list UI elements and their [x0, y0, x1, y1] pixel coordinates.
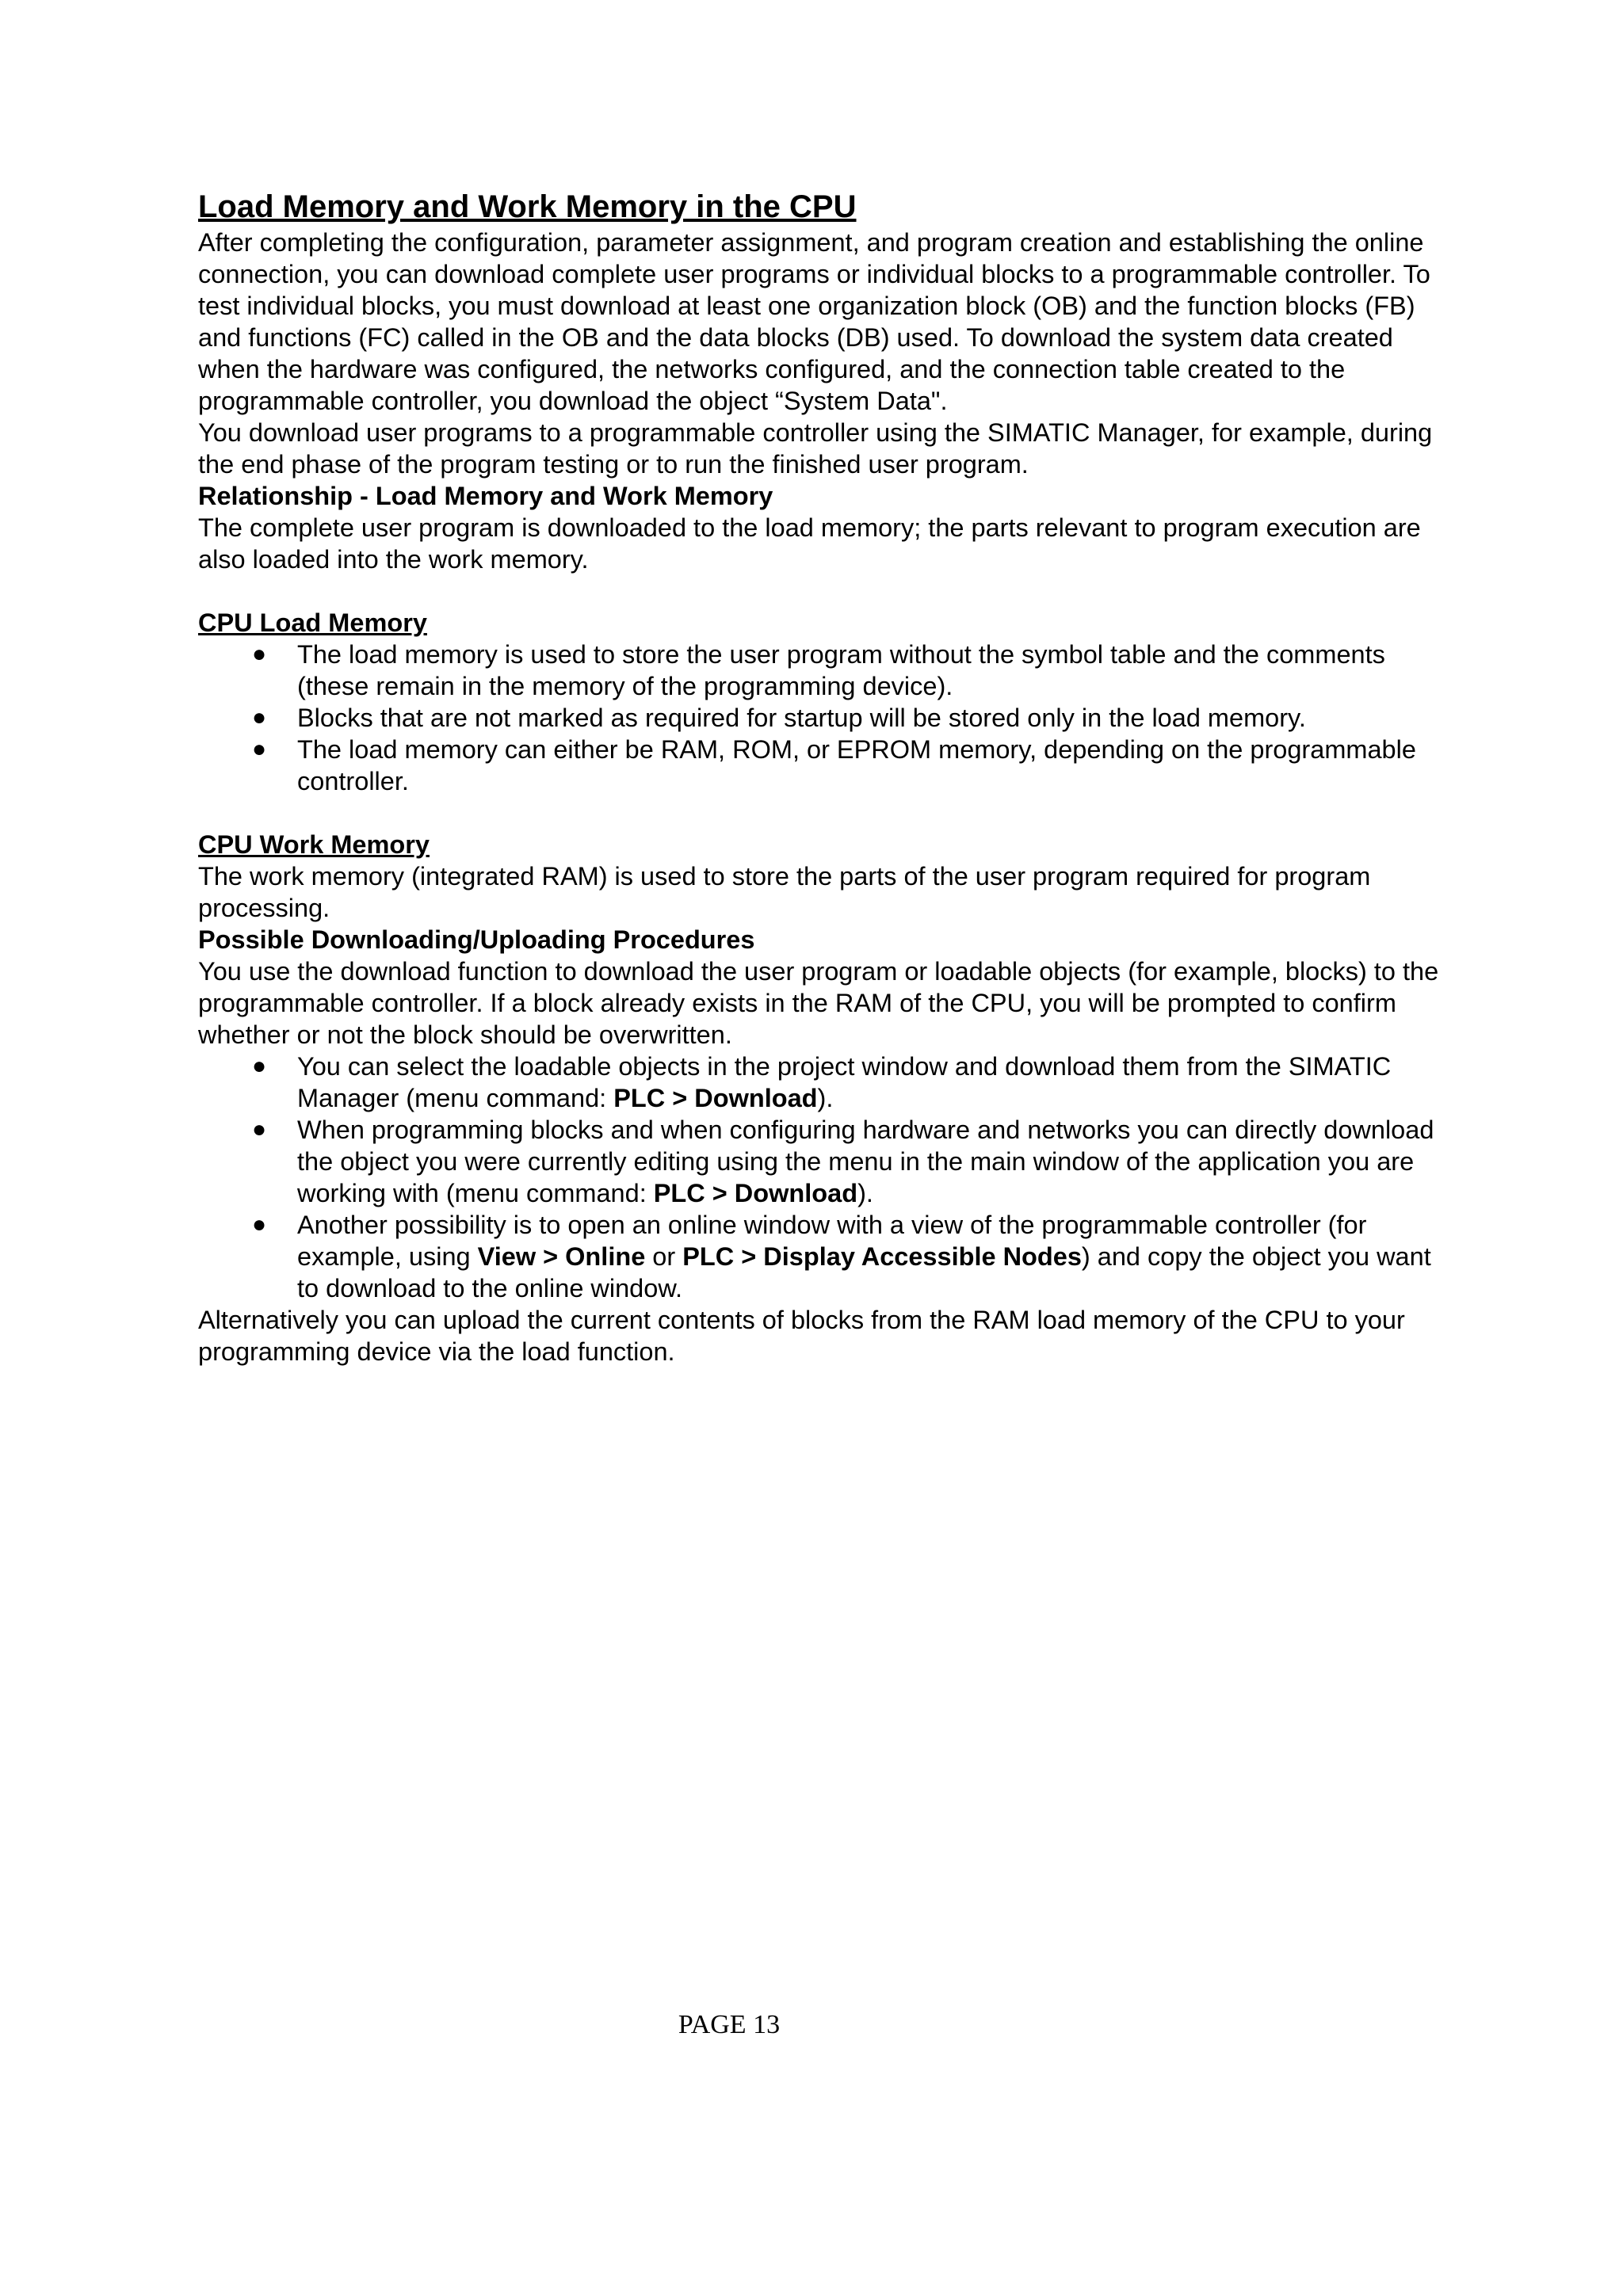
menu-command: View > Online [477, 1242, 646, 1271]
list-item-text: ). [857, 1179, 873, 1207]
relationship-heading: Relationship - Load Memory and Work Memory [198, 482, 773, 510]
procedures-list [198, 1051, 1450, 1304]
list-item-text: When programming blocks and when configuring hardware and networks you can directly download the object you were currently editing using the menu in the main window of the application you are working with (menu command: [297, 1116, 1434, 1207]
list-item [198, 734, 1450, 797]
list-item-text: The load memory can either be RAM, ROM, or EPROM memory, depending on the programmable controller. [297, 735, 1416, 795]
list-item-text: Blocks that are not marked as required for startup will be stored only in the load memory. [297, 704, 1306, 732]
load-memory-heading: CPU Load Memory [198, 608, 427, 637]
list-item [198, 1209, 1450, 1304]
page-footer [0, 2009, 1458, 2041]
procedures-heading: Possible Downloading/Uploading Procedures [198, 925, 755, 954]
procedures-text: You use the download function to download the user program or loadable objects (for example, blocks) to the programmable controller. If a block already exists in the RAM of the CPU, you will be prompted to confirm whether or not the block should be overwritten. [198, 957, 1439, 1049]
relationship-text: The complete user program is downloaded to the load memory; the parts relevant to program execution are also loaded into the work memory. [198, 513, 1421, 574]
work-memory-heading: CPU Work Memory [198, 830, 430, 859]
list-item [198, 1114, 1450, 1209]
bullet-icon: ● [252, 1116, 267, 1142]
bullet-icon: ● [252, 1211, 267, 1238]
spacer [198, 797, 1450, 829]
closing-text: Alternatively you can upload the current contents of blocks from the RAM load memory of the CPU to your programming device via the load function. [198, 1306, 1405, 1366]
list-item [198, 702, 1450, 734]
spacer [198, 575, 1450, 607]
intro-paragraph: After completing the configuration, parameter assignment, and program creation and establishing the online connection, you can download complete user programs or individual blocks to a programmable controller. To test individual blocks, you must download at least one organization block (OB) and the function blocks (FB) and functions (FC) called in the OB and the data blocks (DB) used. To download the system data created when the hardware was configured, the networks configured, and the connection table created to the programmable controller, you download the object “System Data". [198, 228, 1430, 415]
page-title: Load Memory and Work Memory in the CPU [198, 189, 857, 224]
list-item-text: Another possibility is to open an online window with a view of the programmable controller (for example, using [297, 1211, 1367, 1271]
menu-command: PLC > Display Accessible Nodes [682, 1242, 1082, 1271]
document-body [198, 187, 1450, 1367]
bullet-icon: ● [252, 736, 267, 762]
list-item-text: ). [817, 1084, 834, 1112]
menu-command: PLC > Download [613, 1084, 818, 1112]
page-number: PAGE 13 [678, 2010, 781, 2039]
work-memory-text: The work memory (integrated RAM) is used to store the parts of the user program required for program processing. [198, 862, 1371, 922]
menu-command: PLC > Download [653, 1179, 858, 1207]
list-item-text: or [645, 1242, 683, 1271]
list-item [198, 1051, 1450, 1114]
bullet-icon: ● [252, 1053, 267, 1079]
list-item-text: ) and copy the object you want to download to the online window. [297, 1242, 1431, 1302]
intro-paragraph: You download user programs to a programmable controller using the SIMATIC Manager, for example, during the end phase of the program testing or to run the finished user program. [198, 418, 1433, 479]
bullet-icon: ● [252, 704, 267, 730]
list-item-text: You can select the loadable objects in the project window and download them from the SIMATIC Manager (menu command: [297, 1052, 1392, 1112]
list-item-text: The load memory is used to store the user program without the symbol table and the comments (these remain in the memory of the programming device). [297, 640, 1385, 700]
load-memory-list [198, 639, 1450, 797]
bullet-icon: ● [252, 641, 267, 667]
list-item [198, 639, 1450, 702]
